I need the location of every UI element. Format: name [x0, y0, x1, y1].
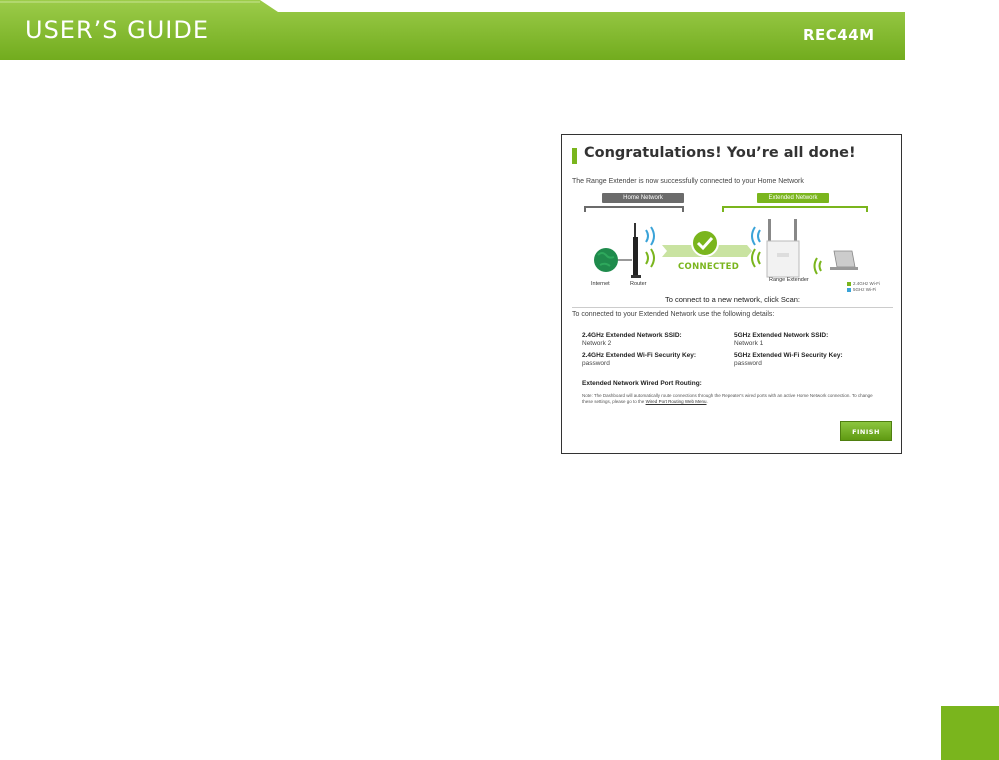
connected-status: CONNECTED — [678, 262, 740, 272]
laptop-icon — [830, 251, 858, 270]
title-accent-bar — [572, 148, 577, 164]
wifi-legend — [847, 281, 880, 293]
key-24ghz-label: 2.4GHz Extended Wi-Fi Security Key: — [582, 352, 697, 359]
divider — [572, 307, 893, 308]
key-5ghz-label: 5GHz Extended Wi-Fi Security Key: — [734, 352, 843, 359]
extended-network-bracket — [722, 206, 868, 212]
routing-note: Note: The Dashboard will automatically route connections through the Repeater's wired ports with an active Home Network connection. To change these settings, please go to the Wired Port Routing Web Menu. — [582, 393, 873, 404]
page-corner-tab — [941, 706, 999, 760]
details-intro-text: To connected to your Extended Network use the following details: — [572, 311, 775, 318]
guide-title: USER’S GUIDE — [25, 16, 210, 44]
range-extender-label: Range Extender — [769, 277, 809, 283]
dashboard-screenshot — [561, 134, 902, 454]
router-icon — [631, 223, 641, 278]
client-wifi-icon — [815, 258, 822, 274]
router-label: Router — [630, 281, 647, 287]
wired-port-routing-label: Extended Network Wired Port Routing: — [582, 380, 702, 387]
key-24ghz-value: password — [582, 360, 610, 367]
router-wifi-icon — [646, 227, 654, 267]
globe-icon — [594, 248, 618, 272]
range-extender-icon — [767, 219, 799, 277]
ssid-5ghz-value: Network 1 — [734, 340, 764, 347]
home-network-label: Home Network — [602, 193, 684, 203]
ssid-24ghz-label: 2.4GHz Extended Network SSID: — [582, 332, 682, 339]
header-banner — [0, 0, 905, 60]
ssid-5ghz-label: 5GHz Extended Network SSID: — [734, 332, 829, 339]
home-network-bracket — [584, 206, 684, 212]
network-diagram — [572, 215, 892, 295]
extender-wifi-icon — [752, 227, 760, 267]
ssid-24ghz-value: Network 2 — [582, 340, 612, 347]
model-name: REC44M — [803, 26, 875, 44]
key-5ghz-value: password — [734, 360, 762, 367]
panel-title: Congratulations! You’re all done! — [584, 145, 856, 161]
check-icon — [692, 230, 718, 256]
internet-label: Internet — [591, 281, 610, 287]
legend-item-5ghz: 5GHz Wi-Fi — [847, 287, 880, 293]
connected-intro-text: The Range Extender is now successfully connected to your Home Network — [572, 178, 804, 185]
legend-item-24ghz: 2.4GHz Wi-Fi — [847, 281, 880, 287]
extended-network-label: Extended Network — [757, 193, 829, 203]
scan-instruction: To connect to a new network, click Scan: — [664, 295, 801, 304]
wired-port-routing-link[interactable]: Wired Port Routing Web Menu — [645, 399, 707, 404]
finish-button[interactable]: FINISH — [840, 421, 892, 441]
